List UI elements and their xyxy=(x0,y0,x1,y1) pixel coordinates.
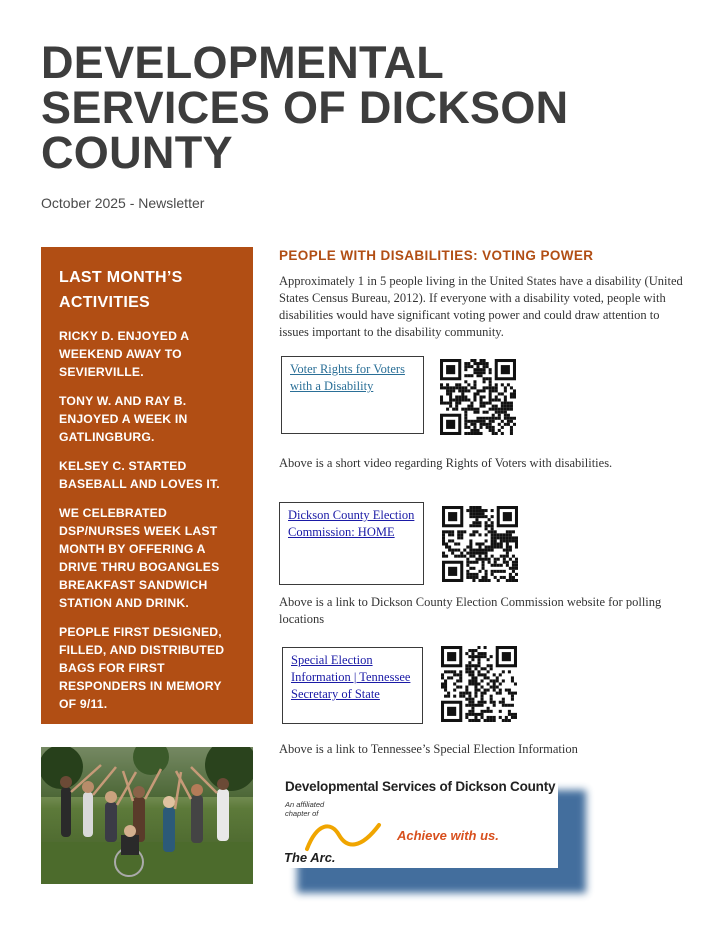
qr-code-icon[interactable] xyxy=(440,359,516,435)
voter-rights-caption: Above is a short video regarding Rights of Voters with disabilities. xyxy=(279,456,613,470)
election-commission-link-box xyxy=(279,502,424,585)
logo-affiliation xyxy=(285,800,324,818)
election-commission-caption: Above is a link to Dickson County Election Commission website for polling locations xyxy=(279,595,662,626)
organization-logo xyxy=(281,777,558,868)
activity-item: RICKY D. ENJOYED A WEEKEND AWAY TO SEVIERVILLE. xyxy=(59,329,189,379)
special-election-link-box xyxy=(282,647,423,724)
activities-sidebar xyxy=(41,247,253,724)
voter-rights-link-box xyxy=(281,356,424,434)
logo-affiliation-line: chapter of xyxy=(285,809,319,818)
activity-item: KELSEY C. STARTED BASEBALL AND LOVES IT. xyxy=(59,459,220,491)
activity-item: TONY W. AND RAY B. ENJOYED A WEEK IN GATLINGBURG. xyxy=(59,394,188,444)
arc-name: The Arc. xyxy=(284,850,336,865)
arc-swoosh-icon xyxy=(303,819,383,853)
newsletter-date: October 2025 - Newsletter xyxy=(41,195,205,211)
voting-intro-paragraph: Approximately 1 in 5 people living in the United States have a disability (United States Census Bureau, 2012). If everyone with a disability voted, people with disabilities would have significant voting power and could draw attention to issues important to the disability community. xyxy=(279,274,683,339)
activity-item: WE CELEBRATED DSP/NURSES WEEK LAST MONTH BY OFFERING A DRIVE THRU BOGANGLES BREAKFAST SANDWICH STATION AND DRINK. xyxy=(59,506,220,610)
logo-affiliation-line: An affiliated xyxy=(285,800,325,809)
logo-title: Developmental Services of Dickson County xyxy=(285,779,556,794)
voter-rights-link[interactable]: Voter Rights for Voters with a Disability xyxy=(290,362,405,393)
special-election-caption: Above is a link to Tennessee’s Special Election Information xyxy=(279,742,578,756)
sidebar-heading: LAST MONTH’S ACTIVITIES xyxy=(59,269,183,311)
election-commission-link[interactable]: Dickson County Election Commission: HOME xyxy=(288,508,415,539)
group-circle-photo xyxy=(41,747,253,884)
activity-item: PEOPLE FIRST DESIGNED, FILLED, AND DISTRIBUTED BAGS FOR FIRST RESPONDERS IN MEMORY OF 9/11. xyxy=(59,625,225,711)
page-title: DEVELOPMENTAL SERVICES OF DICKSON COUNTY xyxy=(41,37,569,178)
voting-section-heading: PEOPLE WITH DISABILITIES: VOTING POWER xyxy=(279,248,594,263)
qr-code-icon[interactable] xyxy=(441,646,517,722)
logo-tagline: Achieve with us. xyxy=(397,828,499,843)
special-election-link[interactable]: Special Election Information | Tennessee Secretary of State xyxy=(291,653,411,701)
qr-code-icon[interactable] xyxy=(442,506,518,582)
